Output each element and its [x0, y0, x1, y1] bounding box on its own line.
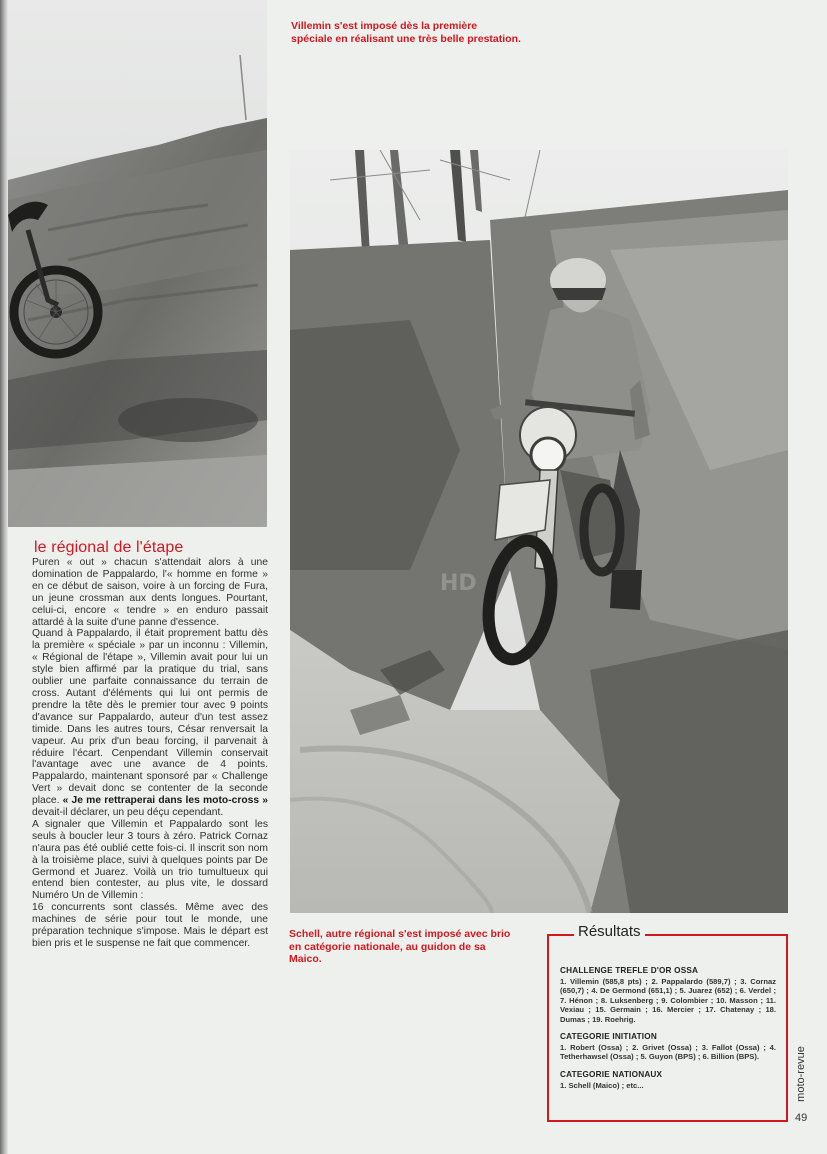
article-text: devait-il déclarer, un peu déçu cependant.	[32, 807, 224, 819]
article-paragraph: Puren « out » chacun s'attendait alors à une domination de Pappalardo, l'« homme en forme » en ce début de saison, voire à un forcing de Fura, un jeune crossman aux dents longues. Pourtant, celui-ci, encore « tendre » en enduro passait attardé à la suite d'une panne d'essence.	[32, 557, 268, 628]
photo-motorcycle-jump-image	[8, 0, 267, 527]
svg-text:HD: HD	[440, 571, 477, 596]
article-heading: le régional de l'étape	[34, 539, 184, 556]
article-paragraph: 16 concurrents sont classés. Même avec des machines de série pour tout le monde, une préparation technique s'impose. Mais le départ est bien pris et le suspense ne fait que commencer.	[32, 902, 268, 949]
results-section-text: 1. Robert (Ossa) ; 2. Grivet (Ossa) ; 3. Fallot (Ossa) ; 4. Tetherhawsel (Ossa) ; 5. Guyon (BPS) ; 6. Billion (BPS).	[560, 1043, 776, 1062]
page-number: 49	[795, 1112, 808, 1124]
magazine-name: moto-revue	[794, 1046, 807, 1102]
results-section-heading: CHALLENGE TREFLE D'OR OSSA	[560, 966, 699, 975]
caption-top: Villemin s'est imposé dès la première spéciale en réalisant une très belle prestation.	[291, 20, 521, 45]
results-section-heading: CATEGORIE INITIATION	[560, 1032, 657, 1042]
page-spine-shadow	[0, 0, 8, 1154]
article-text: Quand à Pappalardo, il était proprement battu dès la première « spéciale » par un inconnu : Villemin, « Régional de l'étape », Villemin avait pour lui un style bien affirmé par la pratique du trial, sans oublier une parfaite connaissance du terrain de cross. Autant d'éléments qui lui ont permis de prendre la tête dès le premier tour avec 9 points d'avance sur Pappalardo, auteur d'un test assez timide. Dans les autres tours, César renversait la vapeur. Au prix d'un beau forcing, il parvenait à réduire l'écart. Cenpendant Villemin conservait l'avantage avec une avance de 4 points. Pappalardo, maintenant sponsoré par « Challenge Vert » devait donc se contenter de la seconde place.	[32, 628, 268, 807]
photo-enduro-rider-image	[290, 150, 788, 913]
article-paragraph: A signaler que Villemin et Pappalardo sont les seuls à boucler leur 3 tours à zéro. Patrick Cornaz n'aura pas été oublié cette fois-ci. Il inscrit son nom à la troisième place, suivi à quelques points par De Germond et Juarez. Voilà un trio tumultueux qui entend bien contester, au plus vite, le dossard Numéro Un de Villemin :	[32, 818, 268, 902]
results-section-text: 1. Schell (Maico) ; etc...	[560, 1080, 644, 1090]
results-title: Résultats	[574, 923, 645, 940]
photo-enduro-rider	[290, 150, 788, 913]
article-paragraph	[32, 628, 268, 819]
results-section-heading: CATEGORIE NATIONAUX	[560, 1069, 663, 1079]
article-body	[32, 557, 268, 950]
caption-bottom: Schell, autre régional s'est imposé avec brio en catégorie nationale, au guidon de sa Maico.	[289, 928, 511, 965]
photo-motorcycle-jump	[8, 0, 267, 527]
magazine-name-vertical	[794, 1044, 817, 1114]
article-quote: « Je me rettraperai dans les moto-cross »	[62, 795, 268, 807]
results-box	[547, 923, 788, 1122]
results-section-text: 1. Villemin (585,8 pts) ; 2. Pappalardo (589,7) ; 3. Cornaz (650,7) ; 4. De Germond (651,1) ; 5. Juarez (652) ; 6. Verdel ; 7. Hénon ; 8. Luksenberg ; 9. Colombier ; 10. Masson ; 11. Vexiau ; 15. Germain ; 16. Mercier ; 17. Chatenay ; 18. Dumas ; 19. Roehrig.	[560, 977, 776, 1024]
